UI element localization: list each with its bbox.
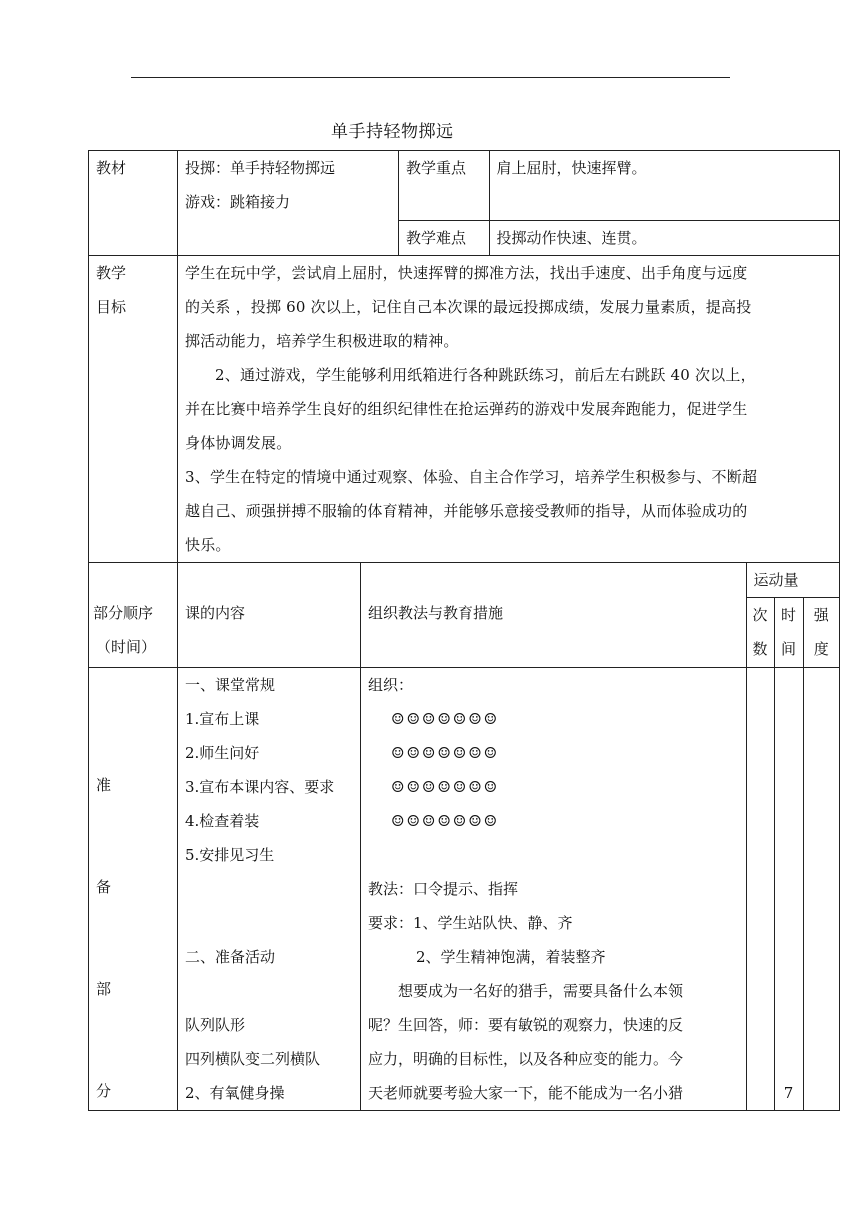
intensity-header-2: 度 bbox=[813, 639, 829, 658]
prep-content-line bbox=[185, 974, 353, 1008]
prep-content-line bbox=[185, 906, 353, 940]
jiaocai-content-cell bbox=[178, 151, 399, 256]
goals-label-2: 目标 bbox=[96, 297, 127, 316]
method-line: 应力，明确的目标性，以及各种应变的能力。今 bbox=[368, 1050, 684, 1068]
method-line: 2、学生精神饱满，着装整齐 bbox=[416, 948, 606, 966]
section-header-cell bbox=[89, 562, 178, 668]
key-points-cell bbox=[399, 151, 840, 256]
prep-content-cell bbox=[178, 668, 361, 1111]
prep-char: 分 bbox=[96, 1082, 112, 1100]
prep-time-value: 7 bbox=[783, 1084, 794, 1102]
intensity-header-1: 强 bbox=[813, 605, 829, 624]
zhongdian-label-cell bbox=[399, 151, 489, 220]
prep-content-line: 1.宣布上课 bbox=[185, 710, 260, 728]
prep-char: 备 bbox=[96, 878, 112, 896]
method-line: 教法：口令提示、指挥 bbox=[368, 880, 519, 898]
formation-row: ☺☺☺☺☺☺☺ bbox=[391, 744, 500, 762]
header-rule bbox=[131, 77, 730, 78]
goal-line: 快乐。 bbox=[185, 535, 231, 554]
lesson-plan-table bbox=[88, 150, 840, 1111]
prep-methods-cell bbox=[361, 668, 746, 1110]
jiaocai-line-2: 游戏：跳箱接力 bbox=[185, 193, 291, 211]
goal-line: 并在比赛中培养学生良好的组织纪律性在抢运弹药的游戏中发展奔跑能力，促进学生 bbox=[185, 399, 748, 418]
time-header-cell bbox=[774, 597, 803, 667]
prep-char: 准 bbox=[96, 776, 112, 794]
intensity-header-cell bbox=[803, 597, 839, 667]
spacer bbox=[368, 838, 739, 872]
zhongdian-label: 教学重点 bbox=[406, 159, 467, 177]
method-line: 呢？生回答，师：要有敏锐的观察力，快速的反 bbox=[368, 1016, 684, 1034]
nandian-label-cell bbox=[399, 220, 489, 255]
method-line: 要求：1、学生站队快、静、齐 bbox=[368, 914, 573, 932]
methods-header: 组织教法与教育措施 bbox=[368, 603, 504, 622]
jiaocai-label-cell bbox=[89, 151, 178, 256]
load-header: 运动量 bbox=[753, 570, 799, 589]
count-header-1: 次 bbox=[752, 605, 768, 624]
method-line: 想要成为一名好的猎手，需要具备什么本领 bbox=[398, 982, 684, 1000]
org-label: 组织： bbox=[368, 676, 414, 694]
formation-row: ☺☺☺☺☺☺☺ bbox=[391, 778, 500, 796]
prep-content-line: 四列横队变二列横队 bbox=[185, 1050, 321, 1068]
prep-content-line bbox=[185, 872, 353, 906]
goals-label-cell bbox=[89, 255, 178, 562]
prep-intensity-cell bbox=[803, 668, 839, 1110]
goal-line: 越自己、顽强拼搏不服输的体育精神，并能够乐意接受教师的指导，从而体验成功的 bbox=[185, 501, 748, 520]
prep-content-line: 3.宣布本课内容、要求 bbox=[185, 778, 335, 796]
prep-content-line: 队列队形 bbox=[185, 1016, 246, 1034]
prep-methods-load-cell bbox=[361, 668, 840, 1111]
zhongdian-text: 肩上屈肘，快速挥臂。 bbox=[496, 159, 647, 177]
prep-time-cell bbox=[774, 668, 803, 1110]
count-header-2: 数 bbox=[752, 639, 768, 658]
nandian-text-cell bbox=[489, 220, 839, 255]
goal-line: 3、学生在特定的情境中通过观察、体验、自主合作学习，培养学生积极参与、不断超 bbox=[185, 467, 758, 486]
load-header-cell bbox=[746, 563, 839, 598]
goals-label-1: 教学 bbox=[96, 263, 127, 282]
methods-load-header bbox=[361, 563, 839, 668]
prep-section-cell bbox=[89, 668, 178, 1111]
prep-content-line: 二、准备活动 bbox=[185, 948, 276, 966]
nandian-text: 投掷动作快速、连贯。 bbox=[496, 228, 647, 247]
zhongdian-text-cell bbox=[489, 151, 839, 220]
prep-content-line: 5.安排见习生 bbox=[185, 846, 275, 864]
time-header-1: 时 bbox=[780, 605, 796, 624]
goals-text-cell bbox=[178, 255, 840, 562]
nandian-label: 教学难点 bbox=[406, 228, 467, 247]
formation-row: ☺☺☺☺☺☺☺ bbox=[391, 710, 500, 728]
prep-content-line: 4.检查着装 bbox=[185, 812, 260, 830]
page-title: 单手持轻物掷远 bbox=[331, 122, 454, 142]
formation-row: ☺☺☺☺☺☺☺ bbox=[391, 812, 500, 830]
goal-line: 学生在玩中学，尝试肩上屈肘，快速挥臂的掷准方法，找出手速度、出手角度与远度 bbox=[185, 263, 748, 282]
goal-line: 2、通过游戏，学生能够利用纸箱进行各种跳跃练习，前后左右跳跃 40 次以上， bbox=[215, 365, 756, 384]
prep-content-line: 2.师生问好 bbox=[185, 744, 260, 762]
section-header-1: 部分顺序 bbox=[93, 603, 154, 622]
count-header-cell bbox=[746, 597, 774, 667]
prep-char: 部 bbox=[96, 980, 112, 998]
goal-line: 身体协调发展。 bbox=[185, 433, 292, 452]
methods-load-header-cell bbox=[361, 562, 840, 668]
prep-content-line: 2、有氧健身操 bbox=[185, 1084, 285, 1102]
content-header-cell bbox=[178, 562, 361, 668]
prep-methods-load-table bbox=[361, 668, 839, 1110]
content-header: 课的内容 bbox=[185, 603, 246, 622]
prep-content-line: 一、课堂常规 bbox=[185, 676, 276, 694]
methods-header-cell bbox=[361, 563, 746, 668]
goal-line: 的关系 ，投掷 60 次以上，记住自己本次课的最远投掷成绩，发展力量素质，提高投 bbox=[185, 297, 752, 316]
jiaocai-label: 教材 bbox=[96, 159, 127, 177]
goal-line: 掷活动能力，培养学生积极进取的精神。 bbox=[185, 331, 459, 350]
jiaocai-line-1: 投掷：单手持轻物掷远 bbox=[185, 159, 336, 177]
prep-count-cell bbox=[746, 668, 774, 1110]
method-line: 天老师就要考验大家一下，能不能成为一名小猎 bbox=[368, 1084, 684, 1102]
key-points-table bbox=[399, 151, 839, 255]
section-header-2: （时间） bbox=[96, 637, 157, 656]
time-header-2: 间 bbox=[780, 639, 796, 658]
